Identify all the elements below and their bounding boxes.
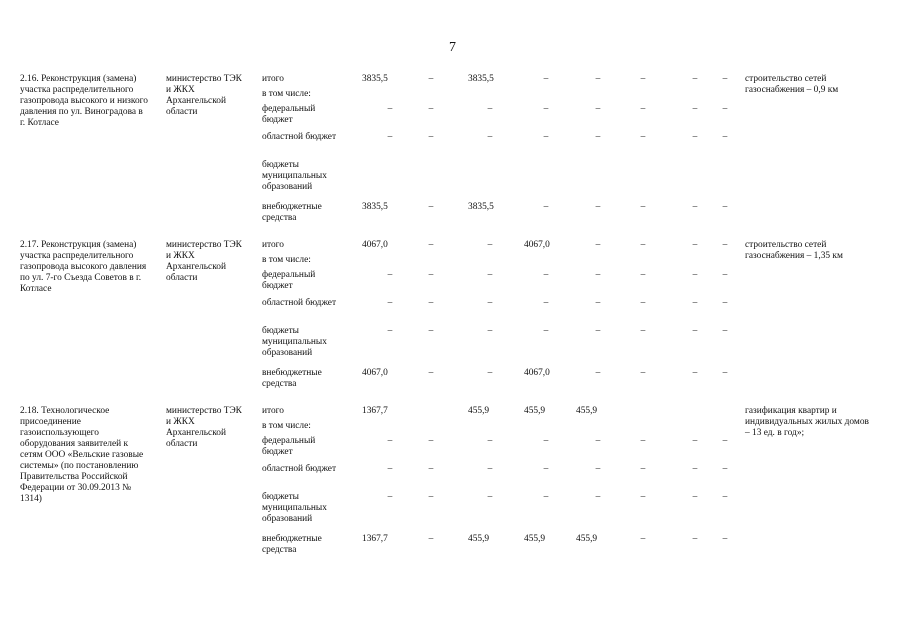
funding-source: внебюджетные средства — [262, 368, 322, 389]
value-cell: – — [487, 436, 493, 446]
value-cell: – — [722, 104, 728, 114]
value-cell: – — [640, 368, 646, 378]
section-result: строительство сетей газоснабжения – 1,35 км — [745, 240, 843, 261]
value-cell: – — [722, 270, 728, 280]
value-cell: – — [692, 240, 698, 250]
value-cell: – — [428, 368, 434, 378]
value-cell: – — [595, 240, 601, 250]
section-result: газификация квартир и индивидуальных жилых домов – 13 ед. в год»; — [745, 406, 869, 438]
value-cell: – — [722, 492, 728, 502]
value-cell: – — [387, 326, 393, 336]
value-cell: – — [487, 368, 493, 378]
value-cell: – — [543, 104, 549, 114]
value-cell: 455,9 — [468, 534, 490, 544]
value-cell: – — [543, 298, 549, 308]
value-cell: 455,9 — [576, 406, 598, 416]
funding-source: итого — [262, 74, 284, 84]
value-cell: – — [640, 298, 646, 308]
funding-source: в том числе: — [262, 89, 311, 99]
value-cell: – — [595, 436, 601, 446]
value-cell: – — [595, 368, 601, 378]
section-name: 2.17. Реконструкция (замена) участка распределительного газопровода высокого давления по ул. 7-го Съезда Советов в г. Котласе — [20, 240, 147, 294]
value-cell: – — [692, 436, 698, 446]
value-cell: 455,9 — [524, 534, 546, 544]
value-cell: – — [428, 240, 434, 250]
funding-source: итого — [262, 240, 284, 250]
value-cell: 4067,0 — [524, 240, 550, 250]
value-cell: – — [487, 464, 493, 474]
value-cell: – — [428, 202, 434, 212]
value-cell: 4067,0 — [362, 240, 388, 250]
value-cell: – — [640, 534, 646, 544]
value-cell: 1367,7 — [362, 534, 388, 544]
value-cell: – — [595, 298, 601, 308]
funding-source: итого — [262, 406, 284, 416]
value-cell: – — [428, 436, 434, 446]
section-result: строительство сетей газоснабжения – 0,9 км — [745, 74, 839, 95]
value-cell: – — [543, 464, 549, 474]
value-cell: – — [428, 464, 434, 474]
funding-source: бюджеты муниципальных образований — [262, 492, 327, 524]
value-cell: – — [640, 326, 646, 336]
value-cell: – — [543, 436, 549, 446]
value-cell: – — [640, 132, 646, 142]
value-cell: – — [428, 270, 434, 280]
value-cell: – — [640, 464, 646, 474]
value-cell: 1367,7 — [362, 406, 388, 416]
value-cell: – — [387, 132, 393, 142]
value-cell: – — [692, 74, 698, 84]
funding-source: областной бюджет — [262, 464, 337, 474]
value-cell: – — [543, 202, 549, 212]
value-cell: – — [487, 132, 493, 142]
value-cell: – — [722, 436, 728, 446]
value-cell: – — [692, 464, 698, 474]
value-cell: – — [428, 298, 434, 308]
value-cell: 4067,0 — [524, 368, 550, 378]
value-cell: – — [487, 270, 493, 280]
funding-source: бюджеты муниципальных образований — [262, 326, 327, 358]
value-cell: – — [387, 298, 393, 308]
value-cell: – — [387, 492, 393, 502]
value-cell: 3835,5 — [362, 74, 388, 84]
value-cell: – — [487, 240, 493, 250]
section-name: 2.18. Технологическое присоединение газоиспользующего оборудования заявителей к сетям ООО «Вельские газовые системы» (по постановлению Правительства Российской Федерации от 30.09.2013 № 1314) — [20, 406, 144, 504]
value-cell: – — [543, 326, 549, 336]
value-cell: – — [595, 270, 601, 280]
funding-source: федеральный бюджет — [262, 270, 316, 291]
value-cell: – — [640, 240, 646, 250]
value-cell: – — [595, 74, 601, 84]
value-cell: – — [722, 464, 728, 474]
value-cell: – — [722, 202, 728, 212]
value-cell: – — [595, 492, 601, 502]
value-cell: – — [722, 534, 728, 544]
value-cell: – — [428, 326, 434, 336]
value-cell: – — [387, 464, 393, 474]
value-cell: – — [692, 298, 698, 308]
value-cell: – — [692, 132, 698, 142]
value-cell: – — [387, 104, 393, 114]
value-cell: – — [722, 74, 728, 84]
value-cell: – — [722, 326, 728, 336]
value-cell: 455,9 — [576, 534, 598, 544]
value-cell: – — [722, 298, 728, 308]
value-cell: – — [487, 326, 493, 336]
value-cell: 4067,0 — [362, 368, 388, 378]
value-cell: – — [387, 270, 393, 280]
value-cell: – — [692, 492, 698, 502]
value-cell: – — [387, 436, 393, 446]
value-cell: – — [640, 202, 646, 212]
value-cell: – — [595, 104, 601, 114]
value-cell: – — [640, 270, 646, 280]
value-cell: – — [692, 270, 698, 280]
value-cell: – — [722, 240, 728, 250]
section-name: 2.16. Реконструкция (замена) участка распределительного газопровода высокого и низкого давления по ул. Виноградова в г. Котласе — [20, 74, 148, 128]
funding-source: в том числе: — [262, 255, 311, 265]
section-executor: министерство ТЭК и ЖКХ Архангельской области — [166, 74, 242, 117]
value-cell: 3835,5 — [468, 74, 494, 84]
funding-source: федеральный бюджет — [262, 436, 316, 457]
funding-source: внебюджетные средства — [262, 534, 322, 555]
value-cell: – — [487, 298, 493, 308]
value-cell: – — [543, 74, 549, 84]
value-cell: – — [640, 436, 646, 446]
value-cell: – — [428, 534, 434, 544]
value-cell: – — [428, 492, 434, 502]
value-cell: – — [692, 104, 698, 114]
value-cell: – — [692, 368, 698, 378]
funding-source: в том числе: — [262, 421, 311, 431]
value-cell: – — [595, 132, 601, 142]
funding-source: областной бюджет — [262, 298, 337, 308]
value-cell: 455,9 — [524, 406, 546, 416]
page-number: 7 — [449, 40, 456, 55]
value-cell: – — [543, 492, 549, 502]
value-cell: 3835,5 — [468, 202, 494, 212]
section-executor: министерство ТЭК и ЖКХ Архангельской области — [166, 240, 242, 283]
value-cell: – — [595, 202, 601, 212]
value-cell: – — [692, 202, 698, 212]
value-cell: – — [640, 492, 646, 502]
value-cell: – — [722, 132, 728, 142]
funding-source: внебюджетные средства — [262, 202, 322, 223]
value-cell: – — [543, 270, 549, 280]
value-cell: – — [692, 326, 698, 336]
funding-source: федеральный бюджет — [262, 104, 316, 125]
funding-source: бюджеты муниципальных образований — [262, 160, 327, 192]
value-cell: – — [692, 534, 698, 544]
funding-source: областной бюджет — [262, 132, 337, 142]
value-cell: – — [487, 492, 493, 502]
value-cell: – — [722, 368, 728, 378]
value-cell: – — [640, 104, 646, 114]
value-cell: – — [640, 74, 646, 84]
section-executor: министерство ТЭК и ЖКХ Архангельской области — [166, 406, 242, 449]
value-cell: 3835,5 — [362, 202, 388, 212]
value-cell: – — [487, 104, 493, 114]
value-cell: – — [428, 132, 434, 142]
value-cell: – — [595, 326, 601, 336]
value-cell: – — [595, 464, 601, 474]
value-cell: – — [428, 74, 434, 84]
value-cell: – — [428, 104, 434, 114]
value-cell: 455,9 — [468, 406, 490, 416]
value-cell: – — [543, 132, 549, 142]
